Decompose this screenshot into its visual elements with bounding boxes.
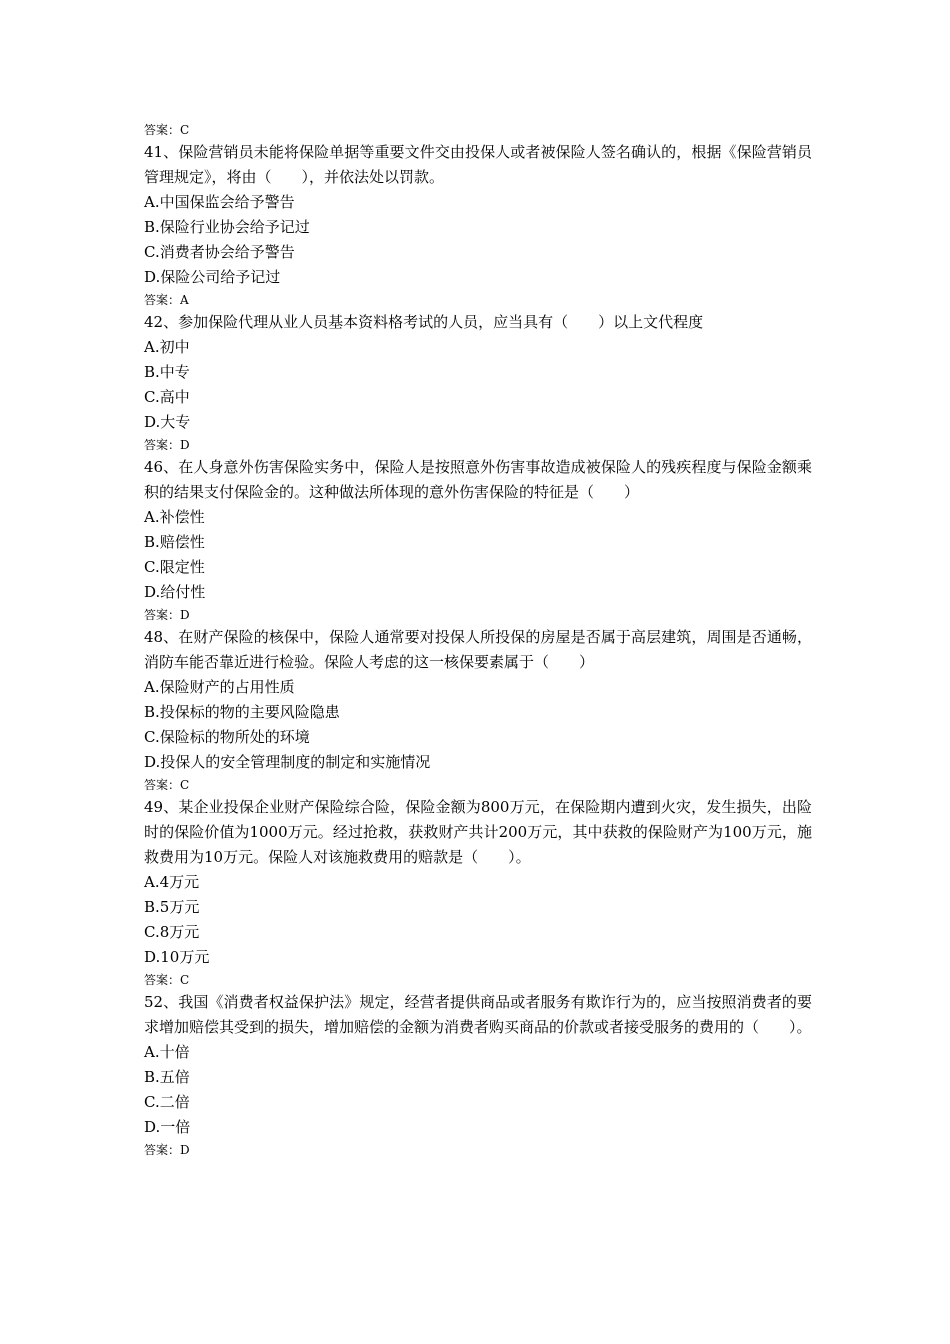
option-c: C.高中 (144, 388, 190, 406)
option-c: C.8万元 (144, 923, 200, 941)
question-block-41 (144, 140, 812, 310)
question-block-49 (144, 795, 812, 990)
option-a: A.十倍 (144, 1043, 190, 1061)
answer-line: 答案：D (144, 608, 190, 622)
option-d: D.大专 (144, 413, 191, 431)
option-a: A.4万元 (144, 873, 200, 891)
option-c: C.保险标的物所处的环境 (144, 728, 310, 746)
option-d: D.一倍 (144, 1118, 191, 1136)
option-d: D.给付性 (144, 583, 206, 601)
question-text: 52、我国《消费者权益保护法》规定，经营者提供商品或者服务有欺诈行为的，应当按照消费者的要求增加赔偿其受到的损失，增加赔偿的金额为消费者购买商品的价款或者接受服务的费用的（ ）。 (144, 993, 812, 1036)
option-c: C.消费者协会给予警告 (144, 243, 295, 261)
question-text: 42、参加保险代理从业人员基本资料格考试的人员，应当具有（ ）以上文代程度 (144, 313, 704, 331)
question-block-46 (144, 455, 812, 625)
option-d: D.保险公司给予记过 (144, 268, 281, 286)
question-text: 41、保险营销员未能将保险单据等重要文件交由投保人或者被保险人签名确认的，根据《保险营销员管理规定》，将由（ ），并依法处以罚款。 (144, 143, 812, 186)
question-block-48 (144, 625, 812, 795)
answer-line: 答案：D (144, 438, 190, 452)
question-block-42 (144, 310, 812, 455)
option-a: A.中国保监会给予警告 (144, 193, 295, 211)
question-text: 49、某企业投保企业财产保险综合险，保险金额为800万元，在保险期内遭到火灾，发生损失，出险时的保险价值为1000万元。经过抢救，获救财产共计200万元，其中获救的保险财产为100万元，施救费用为10万元。保险人对该施救费用的赔款是（ ）。 (144, 798, 812, 866)
answer-line: 答案：C (144, 123, 190, 137)
option-c: C.二倍 (144, 1093, 190, 1111)
option-b: B.保险行业协会给予记过 (144, 218, 310, 236)
document-page (144, 120, 812, 1160)
option-b: B.投保标的物的主要风险隐患 (144, 703, 340, 721)
option-a: A.补偿性 (144, 508, 205, 526)
question-text: 48、在财产保险的核保中，保险人通常要对投保人所投保的房屋是否属于高层建筑，周围是否通畅，消防车能否靠近进行检验。保险人考虑的这一核保要素属于（ ） (144, 628, 812, 671)
option-d: D.10万元 (144, 948, 210, 966)
answer-line: 答案：D (144, 1143, 190, 1157)
option-b: B.赔偿性 (144, 533, 205, 551)
option-b: B.五倍 (144, 1068, 190, 1086)
answer-line: 答案：A (144, 293, 189, 307)
question-block-52 (144, 990, 812, 1160)
option-a: A.保险财产的占用性质 (144, 678, 295, 696)
question-text: 46、在人身意外伤害保险实务中，保险人是按照意外伤害事故造成被保险人的残疾程度与保险金额乘积的结果支付保险金的。这种做法所体现的意外伤害保险的特征是（ ） (144, 458, 812, 501)
answer-line: 答案：C (144, 973, 190, 987)
option-b: B.5万元 (144, 898, 200, 916)
option-c: C.限定性 (144, 558, 205, 576)
answer-line: 答案：C (144, 778, 190, 792)
option-d: D.投保人的安全管理制度的制定和实施情况 (144, 753, 431, 771)
option-a: A.初中 (144, 338, 190, 356)
option-b: B.中专 (144, 363, 190, 381)
